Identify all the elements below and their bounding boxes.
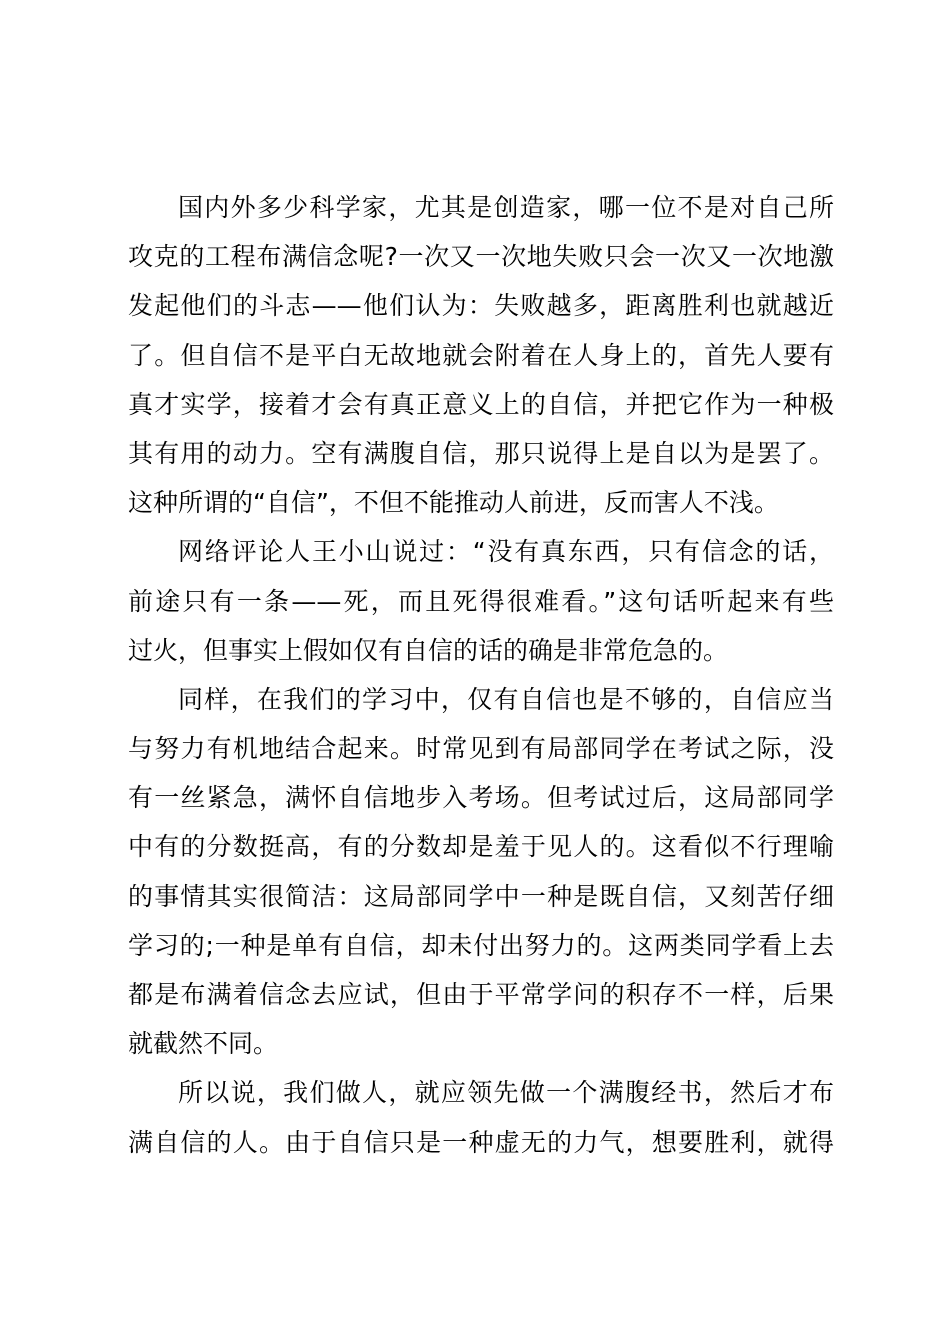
- text-line: 国内外多少科学家，尤其是创造家，哪一位不是对自己所: [178, 193, 834, 222]
- text-line: 中有的分数挺高，有的分数却是羞于见人的。这看似不行理喻: [128, 832, 834, 862]
- text-line: 与努力有机地结合起来。时常见到有局部同学在考试之际，没: [128, 734, 834, 764]
- text-line: 其有用的动力。空有满腹自信，那只说得上是自以为是罢了。: [128, 438, 834, 468]
- body-text: [128, 183, 834, 1167]
- text-line: 所以说，我们做人，就应领先做一个满腹经书，然后才布: [178, 1078, 834, 1108]
- text-line: 就截然不同。: [128, 1029, 279, 1059]
- paragraph-3: [128, 675, 834, 1069]
- text-line: 前途只有一条——死，而且死得很难看。”这句话听起来有些: [128, 586, 834, 616]
- text-line: 发起他们的斗志——他们认为：失败越多，距离胜利也就越近: [128, 291, 834, 321]
- text-line: 了。但自信不是平白无故地就会附着在人身上的，首先人要有: [128, 340, 834, 370]
- text-line: 这种所谓的“自信”，不但不能推动人前进，反而害人不浅。: [128, 488, 779, 518]
- text-line: 的事情其实很简洁：这局部同学中一种是既自信，又刻苦仔细: [128, 881, 834, 911]
- text-line: 过火，但事实上假如仅有自信的话的确是非常危急的。: [128, 635, 729, 665]
- text-line: 都是布满着信念去应试，但由于平常学问的积存不一样，后果: [128, 980, 834, 1009]
- text-line: 真才实学，接着才会有真正意义上的自信，并把它作为一种极: [128, 389, 834, 419]
- text-line: 网络评论人王小山说过：“没有真东西，只有信念的话，: [178, 537, 834, 567]
- text-line: 满自信的人。由于自信只是一种虚无的力气，想要胜利，就得: [128, 1127, 834, 1157]
- text-line: 学习的;一种是单有自信，却未付出努力的。这两类同学看上去: [128, 930, 834, 960]
- text-line: 攻克的工程布满信念呢?一次又一次地失败只会一次又一次地激: [128, 242, 834, 272]
- paragraph-2: [128, 527, 834, 675]
- paragraph-4: [128, 1068, 834, 1166]
- paragraph-1: [128, 183, 834, 527]
- text-line: 同样，在我们的学习中，仅有自信也是不够的，自信应当: [178, 684, 834, 714]
- text-line: 有一丝紧急，满怀自信地步入考场。但考试过后，这局部同学: [128, 783, 834, 813]
